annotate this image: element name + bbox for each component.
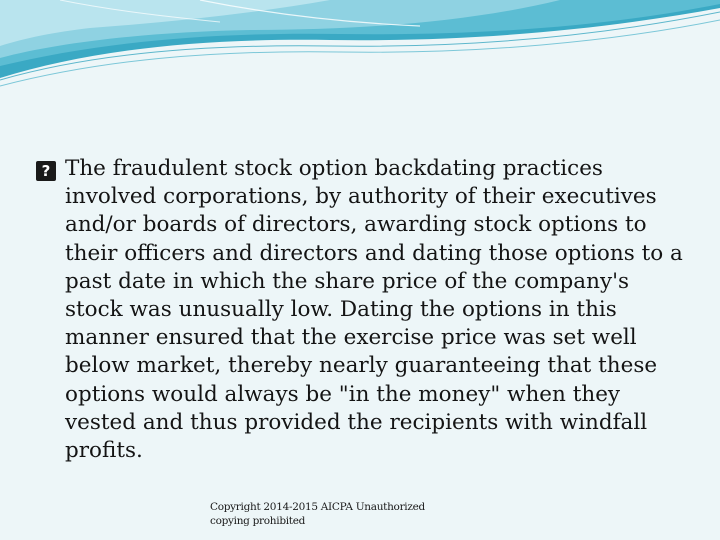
copyright-footer: [210, 500, 450, 528]
header-wave-decoration: [0, 0, 720, 90]
missing-glyph-icon: ?: [36, 161, 56, 181]
paragraph-text: The fraudulent stock option backdating practices involved corporations, by authority of their executives and/or boards of directors, awarding stock options to their officers and directors and dating those options to a past date in which the share price of the company's stock was unusually low. Dating the options in this manner ensured that the exercise price was set well below market, thereby nearly guaranteeing that these options would always be "in the money" when they vested and thus provided the recipients with windfall profits.: [65, 156, 683, 464]
slide-body: [36, 155, 686, 465]
footer-line-2: copying prohibited: [210, 515, 306, 527]
footer-line-1: Copyright 2014-2015 AICPA Unauthorized: [210, 501, 425, 513]
bullet-paragraph: [36, 155, 686, 465]
